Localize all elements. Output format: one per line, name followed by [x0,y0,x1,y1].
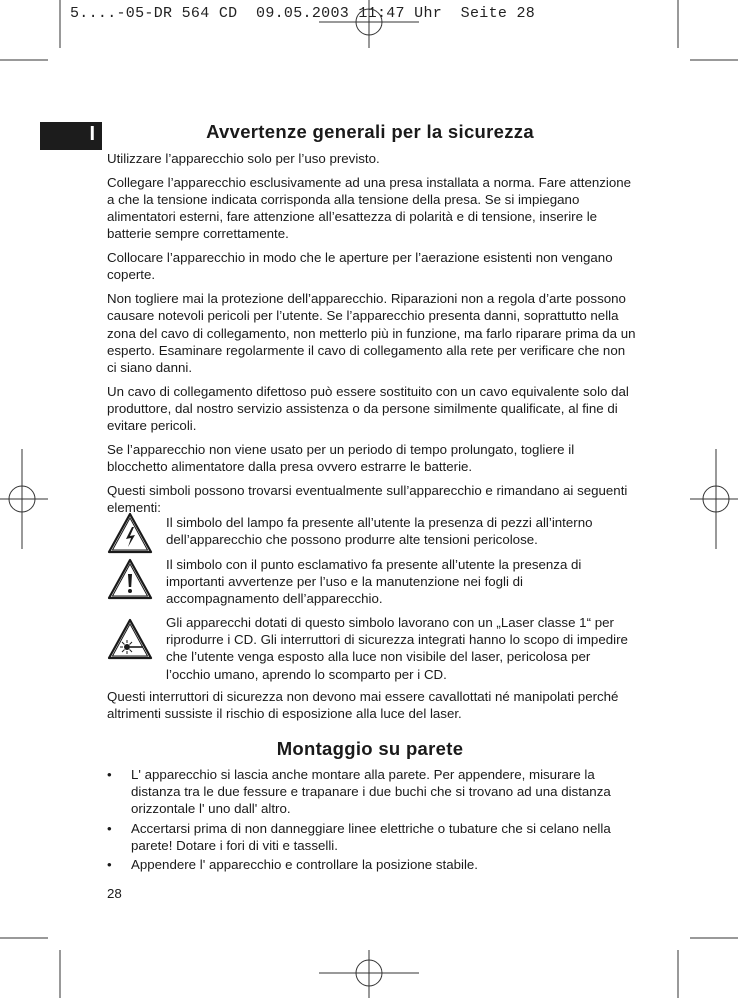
registration-mark-left [0,449,48,549]
registration-mark-top [319,0,419,48]
list-item [107,820,637,854]
paragraph: Questi simboli possono trovarsi eventualmente sull’apparecchio e rimandano ai seguenti elementi: [107,483,628,516]
safety-heading: Avvertenze generali per la sicurezza [206,121,534,142]
symbol-text: Gli apparecchi dotati di questo simbolo lavorano con un „Laser classe 1“ per riprodurre i CD. Gli interruttori di sicurezza integrati hanno lo scopo di impedire che l’utente venga esposto alla luce non visibile del laser, pericolosa per l’occhio umano, aprendo lo scomparto per i CD. [166,615,628,682]
safety-closing [107,688,637,729]
paragraph: Un cavo di collegamento difettoso può essere sostituito con un cavo equivalente solo dal produttore, dal nostro servizio assistenza o da persone similmente qualificate, al fine di evitare pericoli. [107,383,629,434]
list-item-text: Appendere l' apparecchio e controllare la posizione stabile. [131,857,478,873]
paragraph: Se l’apparecchio non viene usato per un periodo di tempo prolungato, togliere il blocchetto alimentatore dalla presa ovvero estrarre le batterie. [107,442,575,475]
registration-mark-bottom [319,950,419,998]
list-item-text: Accertarsi prima di non danneggiare linee elettriche o tubature che si celano nella parete! Dotare i fori di viti e tasselli. [131,820,611,853]
bullet-marker: • [107,857,112,873]
lightning-warning-icon [107,512,153,554]
list-item-text: L' apparecchio si lascia anche montare alla parete. Per appendere, misurare la distanza tra le due fessure e trapanare i due buchi che si trovano ad una distanza orizzontale l' uno dall' altro. [131,767,611,817]
bullet-marker: • [107,767,112,782]
language-tab [40,122,102,150]
language-tab-label: I [89,123,95,145]
paragraph: Collegare l’apparecchio esclusivamente ad una presa installata a norma. Fare attenzione a che la tensione indicata corrisponda alla tensione della presa. Se si impiegano alimentatori esterni, fare attenzione all’esattezza di polarità e di tensione, inserire le batterie sempre correttamente. [107,174,632,242]
registration-mark-right [690,449,738,549]
list-item [107,766,637,818]
paragraph: Collocare l’apparecchio in modo che le aperture per l’aerazione esistenti non vengano coperte. [107,250,613,283]
list-item [107,856,637,873]
symbol-text: Il simbolo con il punto esclamativo fa presente all’utente la presenza di importanti avvertenze per l’uso e la manutenzione nei fogli di accompagnamento dell’apparecchio. [166,557,582,607]
symbol-text: Il simbolo del lampo fa presente all’utente la presenza di pezzi all’interno dell’apparecchio che possono produrre alte tensioni pericolose. [166,515,593,548]
wall-mount-list [107,766,637,875]
laser-warning-icon [107,618,153,660]
page-number: 28 [107,886,122,901]
paragraph: Non togliere mai la protezione dell’apparecchio. Riparazioni non a regola d’arte possono causare notevoli pericoli per l’utente. Se l’apparecchio presenta danni, soprattutto nella zona del cavo di collegamento, non metterlo più in funzione, ma farlo riparare prima da un esperto. Esaminare regolarmente il cavo di collegamento alla rete per verificare che non ci siano danni. [107,291,636,376]
wall-mount-heading: Montaggio su parete [276,738,464,759]
paragraph: Questi interruttori di sicurezza non devono mai essere cavallottati né manipolati perché altrimenti sussiste il rischio di esposizione alla luce del laser. [107,689,619,722]
bullet-marker: • [107,820,112,836]
paragraph: Utilizzare l’apparecchio solo per l’uso previsto. [107,151,380,166]
exclamation-warning-icon [107,558,153,600]
safety-intro [107,150,637,523]
print-slug: 5....-05-DR 564 CD 09.05.2003 11:47 Uhr Seite 28 [70,5,536,22]
